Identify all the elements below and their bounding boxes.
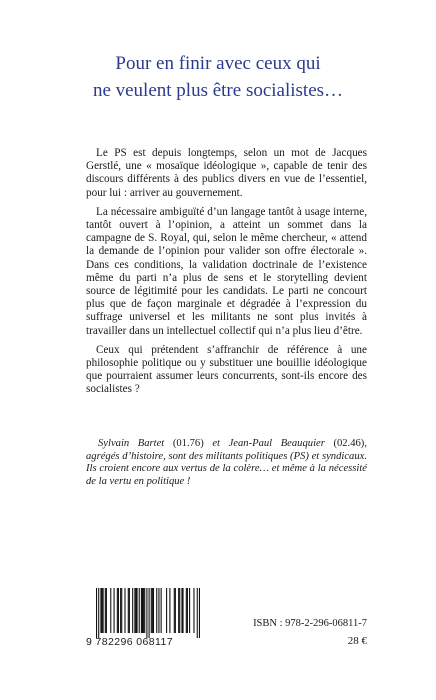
author-1-name: Sylvain Bartet bbox=[98, 438, 173, 449]
barcode-bar bbox=[152, 588, 153, 633]
barcode-bar bbox=[135, 588, 136, 633]
barcode-bars bbox=[86, 588, 204, 638]
barcode-bar bbox=[134, 588, 135, 633]
isbn: ISBN : 978-2-296-06811-7 bbox=[253, 618, 367, 629]
barcode bbox=[86, 588, 204, 650]
barcode-bar bbox=[101, 588, 102, 633]
barcode-bar bbox=[186, 588, 187, 633]
barcode-bar bbox=[106, 588, 107, 633]
barcode-bar bbox=[143, 588, 144, 633]
price: 28 € bbox=[347, 635, 367, 647]
author-2-name: et Jean-Paul Beauquier bbox=[203, 438, 334, 449]
barcode-bar bbox=[174, 588, 175, 633]
barcode-bar bbox=[153, 588, 154, 633]
author-bio bbox=[86, 438, 367, 488]
title-line-1: Pour en finir avec ceux qui bbox=[115, 53, 321, 74]
barcode-bar bbox=[118, 588, 119, 633]
barcode-bar bbox=[179, 588, 180, 633]
barcode-bar bbox=[144, 588, 145, 633]
author-2-class: (02.46) bbox=[333, 438, 365, 449]
barcode-bar bbox=[149, 588, 150, 638]
barcode-bar bbox=[139, 588, 140, 633]
barcode-bar bbox=[193, 588, 194, 633]
barcode-bar bbox=[178, 588, 179, 633]
barcode-bar bbox=[103, 588, 104, 633]
barcode-bar bbox=[137, 588, 138, 633]
barcode-bar bbox=[181, 588, 182, 633]
barcode-bar bbox=[124, 588, 125, 633]
barcode-bar bbox=[141, 588, 142, 633]
barcode-bar bbox=[121, 588, 122, 633]
barcode-bar bbox=[100, 588, 101, 633]
barcode-bar bbox=[114, 588, 115, 633]
blurb-text bbox=[86, 147, 367, 403]
barcode-bar bbox=[161, 588, 162, 633]
barcode-bar bbox=[105, 588, 106, 633]
barcode-bar bbox=[117, 588, 118, 633]
cover-title bbox=[0, 50, 436, 104]
barcode-bar bbox=[158, 588, 159, 633]
blurb-paragraph-2: La nécessaire ambiguïté d’un langage tantôt à usage interne, tantôt ouvert à l’opinion, a atteint un sommet dans la campagne de S. Royal, qui, selon le même chercheur, « attend la demande de l’opinion pour valider son offre électorale ». Dans ces conditions, la validation doctrinale de l’existence même du parti n’a plus de sens et le storytelling devient source de légitimité pour les candidats. Le parti ne concourt plus que de façon marginale et dégradée à l’expression du suffrage universel et les militants ne sont plus invités à travailler dans un intellectuel collectif qui n’a plus lieu d’être. bbox=[86, 205, 367, 337]
barcode-bar bbox=[175, 588, 176, 633]
barcode-bar bbox=[166, 588, 167, 633]
barcode-bar bbox=[142, 588, 143, 633]
barcode-digits: 9 782296 068117 bbox=[86, 636, 173, 648]
title-line-2: ne veulent plus être socialistes… bbox=[92, 80, 344, 101]
author-1-class: (01.76) bbox=[172, 438, 204, 449]
barcode-bar bbox=[197, 588, 198, 638]
barcode-bar bbox=[169, 588, 170, 633]
barcode-bar bbox=[120, 588, 121, 633]
blurb-paragraph-1: Le PS est depuis longtemps, selon un mot de Jacques Gerstlé, une « mosaïque idéologique », capable de tenir des discours différents à des publics divers en vue de l’essentiel, pour lui : arriver au gouvernement. bbox=[86, 147, 367, 199]
barcode-bar bbox=[98, 588, 99, 638]
barcode-bar bbox=[151, 588, 152, 633]
barcode-bar bbox=[96, 588, 97, 638]
barcode-bar bbox=[132, 588, 133, 633]
barcode-bar bbox=[156, 588, 157, 633]
barcode-bar bbox=[128, 588, 129, 633]
barcode-bar bbox=[199, 588, 200, 638]
barcode-bar bbox=[129, 588, 130, 633]
barcode-bar bbox=[187, 588, 188, 633]
barcode-bar bbox=[110, 588, 111, 633]
barcode-bar bbox=[146, 588, 147, 638]
blurb-paragraph-3: Ceux qui prétendent s’affranchir de référence à une philosophie politique ou y substituer une bouillie idéologique que pourraient assumer leurs concurrents, sont-ils encore des socialistes ? bbox=[86, 343, 367, 396]
barcode-bar bbox=[189, 588, 190, 633]
barcode-bar bbox=[182, 588, 183, 633]
author-bio-text: , agrégés d’histoire, sont des militants politiques (PS) et syndicaux. Ils croient encore aux vertus de la colère… et même à la nécessité de la vertu en politique ! bbox=[86, 438, 367, 487]
